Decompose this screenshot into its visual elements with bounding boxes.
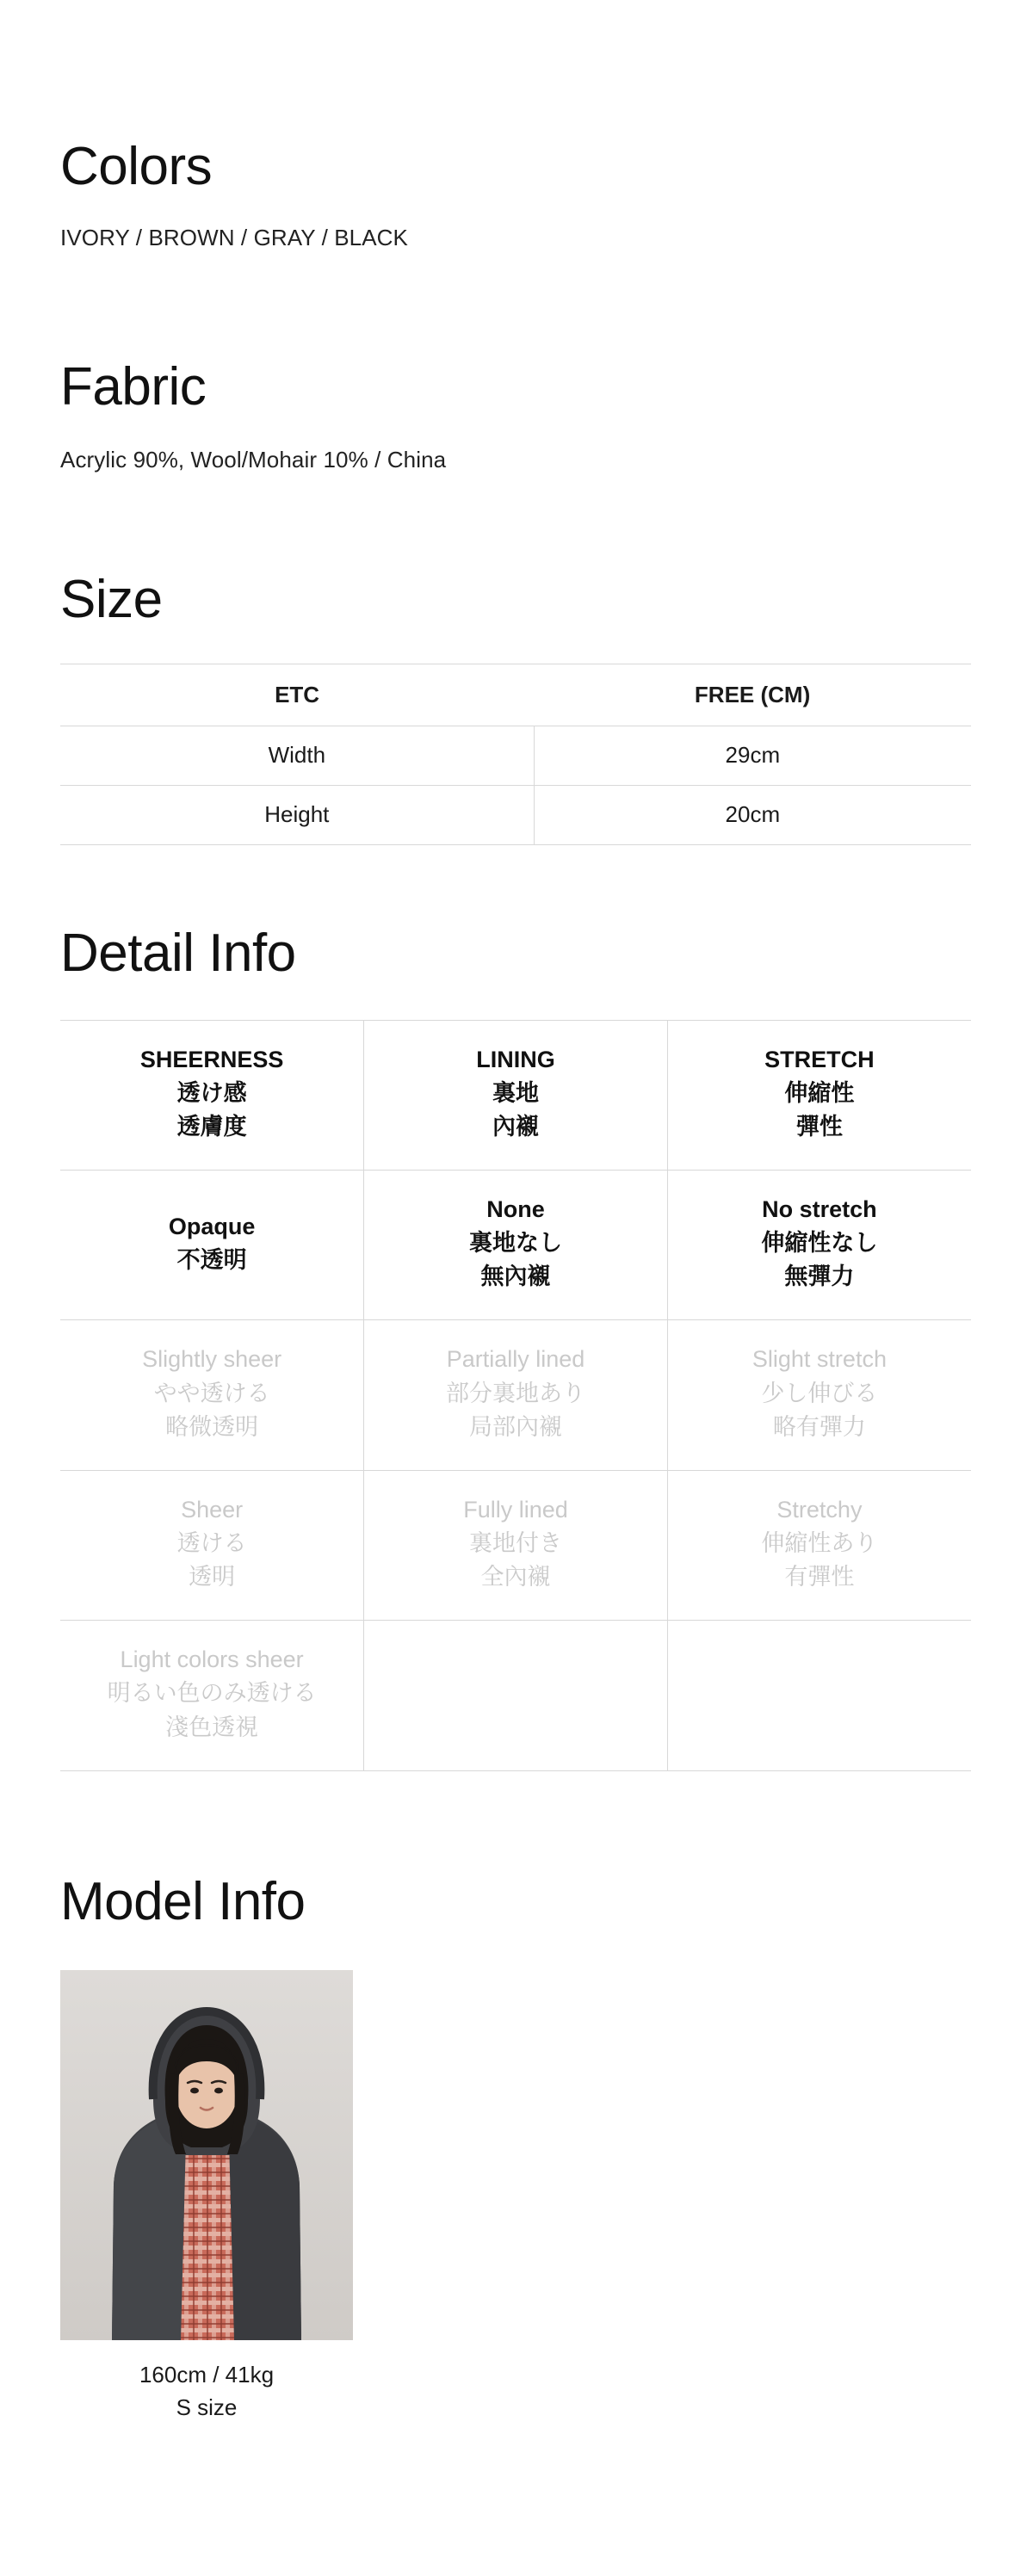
detail-header-row [60,1020,971,1170]
detail-col-header-sheerness-en: SHEERNESS [139,1046,284,1072]
detail-cell-lining-partial [364,1320,668,1470]
detail-info-section [60,845,973,1770]
detail-col-header-lining [364,1020,668,1170]
detail-cell-line-jp: 不透明 [176,1246,247,1273]
detail-cell-line-cn: 全內襯 [480,1564,551,1591]
detail-cell-line-cn: 局部內襯 [469,1413,563,1440]
model-info-heading: Model Info [60,1871,306,1931]
detail-cell-line-en: Sheer [181,1496,244,1523]
table-row [60,786,971,845]
detail-cell-line-en: No stretch [762,1195,877,1222]
detail-cell-line-cn: 略有彈力 [772,1413,866,1440]
detail-cell-line-cn: 透明 [189,1564,236,1591]
size-row-label-width: Width [60,726,534,786]
colors-heading: Colors [60,137,213,196]
detail-cell-line-jp: 明るい色のみ透ける [107,1680,317,1707]
detail-cell-lining-empty [364,1621,668,1770]
detail-col-header-stretch-jp: 伸縮性 [784,1079,855,1106]
model-photo [60,1970,353,2340]
detail-cell-line-jp: 伸縮性あり [761,1529,878,1556]
detail-col-header-sheerness-cn: 透膚度 [176,1113,247,1140]
table-row [60,1170,971,1319]
detail-cell-line-en: Slightly sheer [142,1346,282,1373]
detail-col-header-stretch [667,1020,971,1170]
detail-cell-line-jp: 透ける [176,1529,247,1556]
detail-cell-line-jp: やや透ける [153,1380,270,1406]
detail-cell-line-cn: 無彈力 [784,1263,855,1290]
table-row [60,726,971,786]
detail-cell-line-en: None [486,1195,545,1222]
model-caption-line2: S size [176,2394,238,2420]
model-info-section [60,1771,973,2528]
detail-col-header-stretch-cn: 彈性 [795,1113,843,1140]
detail-col-header-lining-jp: 裏地 [492,1079,540,1106]
detail-cell-sheerness-opaque [60,1170,364,1319]
size-row-value-height: 20cm [534,786,971,845]
size-row-value-width: 29cm [534,726,971,786]
detail-cell-line-cn: 淺色透視 [165,1714,259,1740]
detail-cell-sheerness-slightly [60,1320,364,1470]
detail-cell-sheerness-sheer [60,1470,364,1620]
detail-cell-line-en: Fully lined [463,1496,568,1523]
size-table-header-row [60,664,971,726]
detail-cell-line-cn: 無內襯 [480,1263,551,1290]
detail-cell-lining-none [364,1170,668,1319]
detail-cell-line-jp: 裏地付き [469,1529,563,1556]
detail-cell-line-jp: 部分裏地あり [446,1380,586,1406]
detail-col-header-sheerness-jp: 透け感 [176,1079,247,1106]
model-caption [60,2359,353,2424]
detail-cell-line-jp: 伸縮性なし [761,1230,878,1257]
detail-cell-line-en: Opaque [168,1213,256,1239]
detail-col-header-lining-en: LINING [476,1046,555,1072]
model-photo-wrap [60,1970,973,2424]
detail-cell-stretch-slight [667,1320,971,1470]
colors-value: IVORY / BROWN / GRAY / BLACK [60,225,408,251]
size-heading: Size [60,570,163,630]
model-caption-line1: 160cm / 41kg [139,2361,275,2388]
detail-col-header-lining-cn: 內襯 [492,1113,540,1140]
colors-section [60,0,973,254]
detail-cell-stretch-empty [667,1621,971,1770]
detail-cell-lining-fully [364,1470,668,1620]
detail-cell-stretch-none [667,1170,971,1319]
detail-col-header-sheerness [60,1020,364,1170]
detail-cell-line-jp: 裏地なし [469,1230,563,1257]
detail-info-table [60,1020,971,1771]
table-row [60,1621,971,1770]
table-row [60,1320,971,1470]
size-row-label-height: Height [60,786,534,845]
detail-cell-line-cn: 略微透明 [165,1413,259,1440]
detail-cell-line-cn: 有彈性 [784,1564,855,1591]
fabric-heading: Fabric [60,356,207,417]
fabric-value: Acrylic 90%, Wool/Mohair 10% / China [60,446,447,473]
size-section [60,497,973,845]
size-table [60,664,971,845]
size-table-header-etc: ETC [60,664,534,726]
detail-cell-sheerness-light-colors [60,1621,364,1770]
fabric-section [60,276,973,476]
detail-cell-line-jp: 少し伸びる [761,1380,878,1406]
detail-cell-line-en: Stretchy [776,1496,863,1523]
detail-info-heading: Detail Info [60,924,296,984]
model-photo-illustration [60,1970,353,2340]
detail-cell-stretch-stretchy [667,1470,971,1620]
detail-col-header-stretch-en: STRETCH [764,1046,875,1072]
table-row [60,1470,971,1620]
detail-cell-line-en: Light colors sheer [120,1646,304,1673]
size-table-header-free: FREE (CM) [534,664,971,726]
detail-cell-line-en: Partially lined [446,1346,585,1373]
detail-cell-line-en: Slight stretch [752,1346,887,1373]
